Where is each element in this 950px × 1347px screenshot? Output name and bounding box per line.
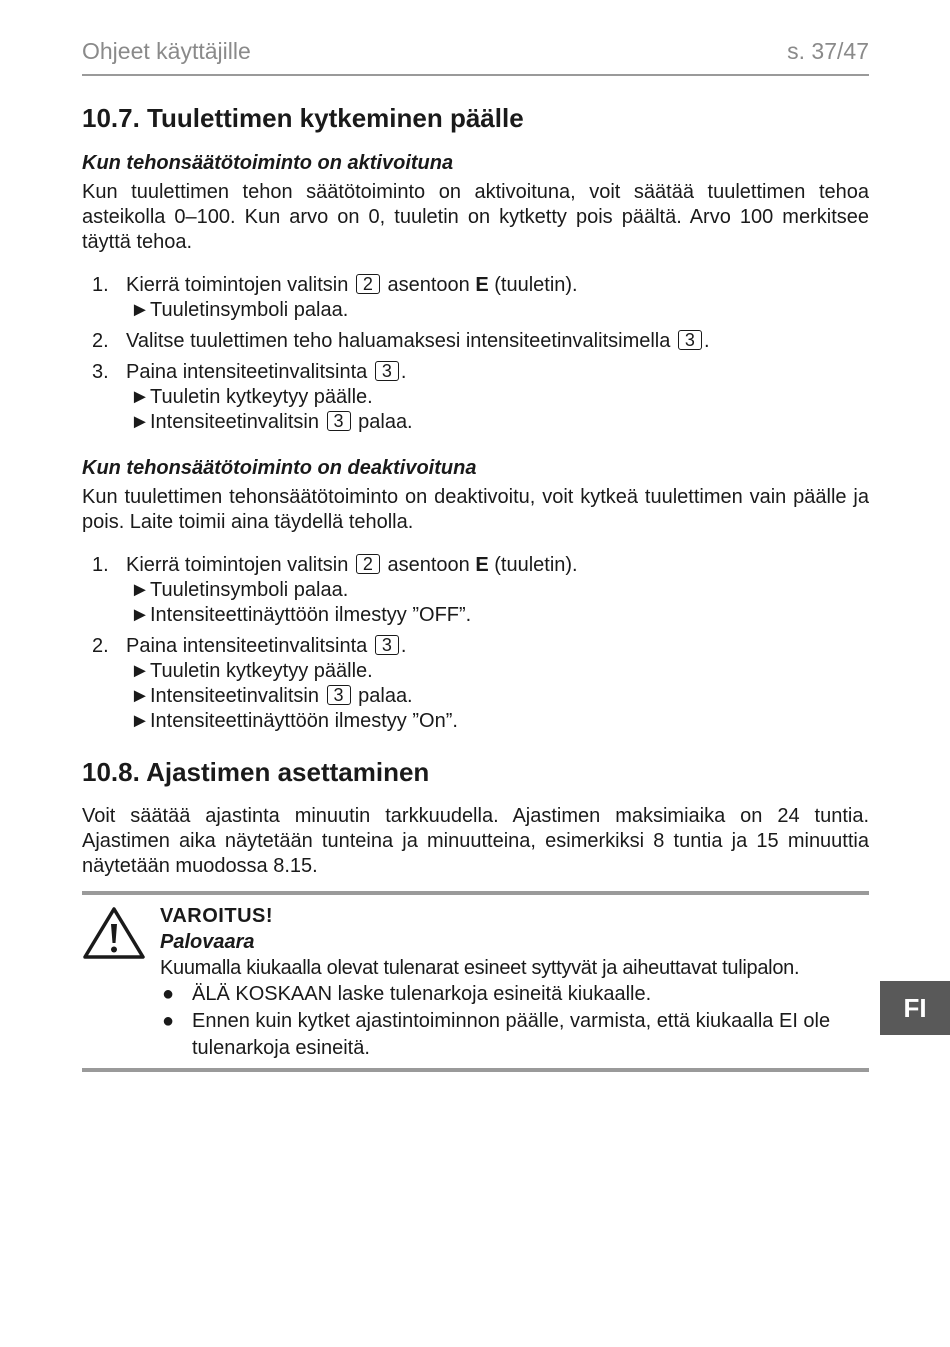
subheading-activated: Kun tehonsäätötoiminto on aktivoituna [82, 152, 454, 174]
list-item: ● ÄLÄ KOSKAAN laske tulenarkoja esineitä kiukaalle. [162, 983, 652, 1005]
result-arrow-icon: ► [130, 604, 150, 626]
result-line: ►Intensiteetinvalitsin 3 palaa. [130, 685, 413, 707]
warning-box [82, 891, 869, 1072]
list-item: 3. Paina intensiteetinvalitsinta 3 . ►Tuuletin kytkeytyy päälle. ►Intensiteetinvalitsin 3 palaa. [82, 360, 869, 435]
warning-triangle-icon [82, 905, 146, 961]
warning-list [160, 981, 869, 1062]
key-label: 2 [356, 274, 380, 294]
result-arrow-icon: ► [130, 685, 150, 707]
result-line: ►Tuuletin kytkeytyy päälle. [130, 386, 373, 408]
page-header [82, 38, 869, 76]
section-title-fan: 10.7. Tuulettimen kytkeminen päälle [82, 103, 524, 133]
result-arrow-icon: ► [130, 411, 150, 433]
key-label: 3 [327, 411, 351, 431]
paragraph-activated: Kun tuulettimen tehon säätötoiminto on aktivoituna, voit säätää tuulettimen tehoa asteikolla 0–100. Kun arvo on 0, tuuletin on kytketty pois päältä. Arvo 100 merkitsee täyttä tehoa. [82, 181, 869, 253]
section-title-timer: 10.8. Ajastimen asettaminen [82, 757, 430, 787]
steps-activated [82, 273, 869, 435]
key-label: 3 [375, 361, 399, 381]
warning-text: Kuumalla kiukaalla olevat tulenarat esineet syttyvät ja aiheuttavat tulipalon. [160, 957, 800, 979]
result-line: ►Tuuletinsymboli palaa. [130, 299, 349, 321]
key-label: 3 [375, 635, 399, 655]
result-line: ►Tuuletinsymboli palaa. [130, 579, 349, 601]
result-line: ►Intensiteetinvalitsin 3 palaa. [130, 411, 413, 433]
list-item: 2. Paina intensiteetinvalitsinta 3 . ►Tuuletin kytkeytyy päälle. ►Intensiteetinvalitsin 3 palaa. ►Intensiteettinäyttöön ilmestyy ”On”. [82, 634, 869, 734]
paragraph-deactivated: Kun tuulettimen tehonsäätötoiminto on deaktivoitu, voit kytkeä tuulettimen vain päälle ja pois. Laite toimii aina täydellä teholla. [82, 486, 869, 533]
language-tab: FI [880, 981, 950, 1035]
key-label: 3 [327, 685, 351, 705]
header-title: Ohjeet käyttäjille [82, 38, 251, 64]
list-item: ● Ennen kuin kytket ajastintoiminnon päälle, varmista, että kiukaalla EI ole tulenarkoja esineitä. [162, 1010, 831, 1059]
result-arrow-icon: ► [130, 386, 150, 408]
steps-deactivated [82, 553, 869, 734]
result-line: ►Intensiteettinäyttöön ilmestyy ”On”. [130, 710, 458, 732]
result-arrow-icon: ► [130, 710, 150, 732]
subheading-deactivated: Kun tehonsäätötoiminto on deaktivoituna [82, 457, 477, 479]
result-line: ►Tuuletin kytkeytyy päälle. [130, 660, 373, 682]
warning-subtitle: Palovaara [160, 931, 255, 953]
list-item: 1. Kierrä toimintojen valitsin 2 asentoon E (tuuletin). ►Tuuletinsymboli palaa. [82, 273, 869, 323]
page-content [82, 98, 869, 1072]
key-label: 3 [678, 330, 702, 350]
result-arrow-icon: ► [130, 579, 150, 601]
list-item: 1. Kierrä toimintojen valitsin 2 asentoon E (tuuletin). ►Tuuletinsymboli palaa. ►Intensiteettinäyttöön ilmestyy ”OFF”. [82, 553, 869, 628]
result-arrow-icon: ► [130, 660, 150, 682]
page-number: s. 37/47 [787, 38, 869, 64]
result-arrow-icon: ► [130, 299, 150, 321]
warning-title: VAROITUS! [160, 905, 274, 927]
key-label: 2 [356, 554, 380, 574]
paragraph-timer: Voit säätää ajastinta minuutin tarkkuudella. Ajastimen maksimiaika on 24 tuntia. Ajastimen aika näytetään tunteina ja minuutteina, esimerkiksi 8 tuntia ja 15 minuuttia näytetään muodossa 8.15. [82, 805, 869, 877]
result-line: ►Intensiteettinäyttöön ilmestyy ”OFF”. [130, 604, 472, 626]
list-item: 2. Valitse tuulettimen teho haluamaksesi intensiteetinvalitsimella 3 . [92, 330, 710, 352]
